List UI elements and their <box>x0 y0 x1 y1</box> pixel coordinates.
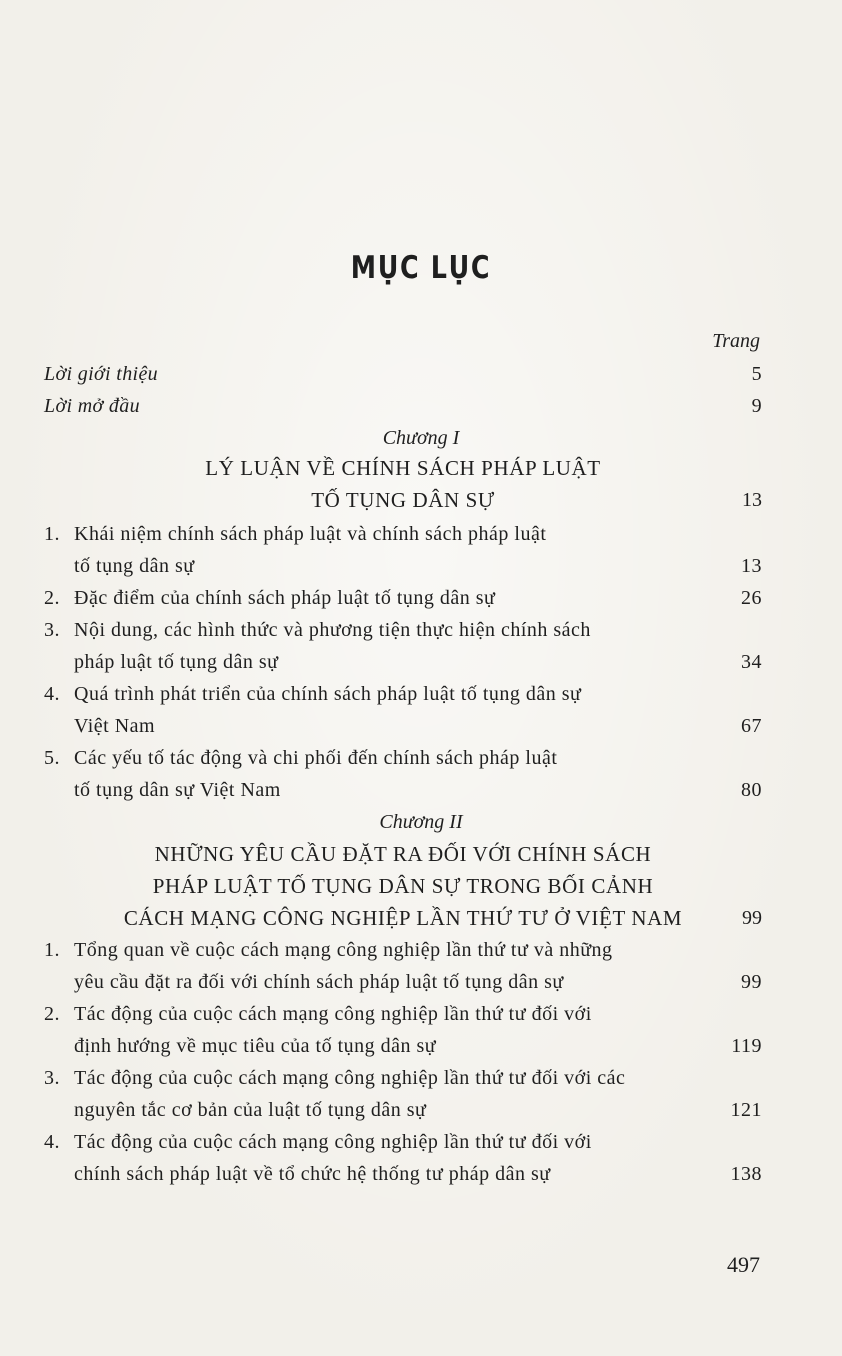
chapter-title-line: TỐ TỤNG DÂN SỰ 13 <box>44 484 762 516</box>
chapter-2-label: Chương II <box>379 811 463 833</box>
item-line: Nội dung, các hình thức và phương tiện thực hiện chính sách <box>74 619 591 641</box>
item-number: 3. <box>44 1067 60 1089</box>
item-line: Khái niệm chính sách pháp luật và chính sách pháp luật <box>74 523 547 545</box>
item-page: 119 <box>731 1035 762 1057</box>
item-number: 1. <box>44 523 60 545</box>
chapter-title-line: PHÁP LUẬT TỐ TỤNG DÂN SỰ TRONG BỐI CẢNH <box>152 874 654 898</box>
item-line: Quá trình phát triển của chính sách pháp luật tố tụng dân sự <box>74 683 582 705</box>
item-page: 13 <box>741 555 762 577</box>
chapter-1-label: Chương I <box>382 427 460 449</box>
item-number: 3. <box>44 619 60 641</box>
item-line: tố tụng dân sự Việt Nam <box>74 779 281 801</box>
toc-entry-text: Lời giới thiệu <box>44 363 159 385</box>
toc-entry-page: 9 <box>751 395 762 417</box>
item-line: pháp luật tố tụng dân sự <box>74 651 279 673</box>
chapter-2-title <box>44 838 762 934</box>
item-page: 67 <box>741 715 762 737</box>
item-line: Tác động của cuộc cách mạng công nghiệp lần thứ tư đối với <box>74 1003 592 1025</box>
item-line: Việt Nam <box>74 715 156 737</box>
chapter-title-line: LÝ LUẬN VỀ CHÍNH SÁCH PHÁP LUẬT <box>205 456 601 480</box>
item-line: định hướng về mục tiêu của tố tụng dân sự <box>74 1035 437 1057</box>
toc-entry-preface <box>44 358 762 390</box>
toc-item-1-3 <box>44 614 762 678</box>
toc-entry-introduction <box>44 390 762 422</box>
chapter-title-line: CÁCH MẠNG CÔNG NGHIỆP LẦN THỨ TƯ Ở VIỆT NAM 99 <box>44 902 762 934</box>
item-number: 2. <box>44 587 60 609</box>
toc-item-2-4 <box>44 1126 762 1190</box>
item-number: 4. <box>44 1131 60 1153</box>
toc-item-1-1 <box>44 518 762 582</box>
chapter-1-title <box>44 452 762 516</box>
item-line: Tác động của cuộc cách mạng công nghiệp lần thứ tư đối với các <box>74 1067 626 1089</box>
toc-item-2-3 <box>44 1062 762 1126</box>
item-line: tố tụng dân sự <box>74 555 195 577</box>
toc-item-2-1 <box>44 934 762 998</box>
item-line: yêu cầu đặt ra đối với chính sách pháp luật tố tụng dân sự <box>74 971 564 993</box>
chapter-title-line: NHỮNG YÊU CẦU ĐẶT RA ĐỐI VỚI CHÍNH SÁCH <box>154 842 652 866</box>
item-line: Đặc điểm của chính sách pháp luật tố tụng dân sự <box>74 587 496 609</box>
item-page: 121 <box>730 1099 762 1121</box>
page-column-header: Trang <box>712 330 760 352</box>
toc-item-1-5 <box>44 742 762 806</box>
item-number: 2. <box>44 1003 60 1025</box>
toc-item-2-2 <box>44 998 762 1062</box>
toc-item-1-2 <box>44 582 762 614</box>
chapter-2-page: 99 <box>742 907 762 929</box>
page-title: MỤC LỤC <box>350 250 492 286</box>
item-number: 5. <box>44 747 60 769</box>
item-line: Tổng quan về cuộc cách mạng công nghiệp lần thứ tư và những <box>74 939 613 961</box>
item-number: 1. <box>44 939 60 961</box>
item-number: 4. <box>44 683 60 705</box>
toc-entry-page: 5 <box>751 363 762 385</box>
chapter-1-page: 13 <box>742 489 762 511</box>
toc-entry-text: Lời mở đầu <box>44 395 140 417</box>
item-page: 80 <box>741 779 762 801</box>
item-page: 99 <box>741 971 762 993</box>
item-line: Tác động của cuộc cách mạng công nghiệp lần thứ tư đối với <box>74 1131 592 1153</box>
item-line: Các yếu tố tác động và chi phối đến chính sách pháp luật <box>74 747 558 769</box>
item-line: nguyên tắc cơ bản của luật tố tụng dân sự <box>74 1099 427 1121</box>
item-page: 26 <box>741 587 762 609</box>
toc-item-1-4 <box>44 678 762 742</box>
item-page: 34 <box>741 651 762 673</box>
item-line: chính sách pháp luật về tổ chức hệ thống tư pháp dân sự <box>74 1163 551 1185</box>
page-number: 497 <box>727 1252 760 1277</box>
item-page: 138 <box>730 1163 762 1185</box>
